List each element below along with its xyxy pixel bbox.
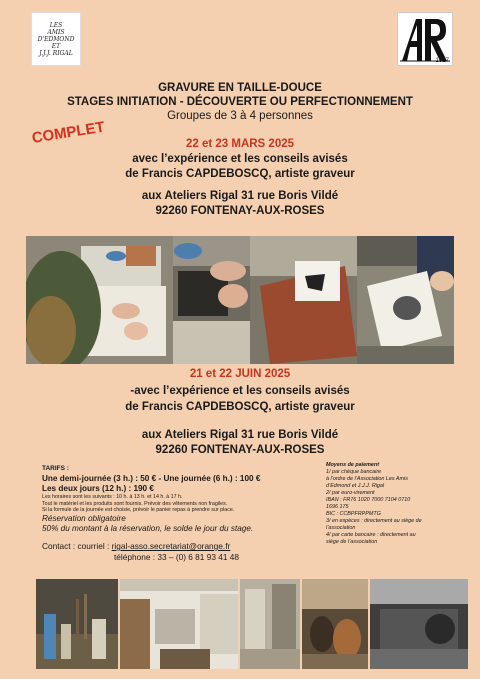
payment-line: siège de l’association: [326, 539, 378, 545]
session1-line2: de Francis CAPDEBOSCQ, artiste graveur: [125, 168, 355, 180]
photo-corridor: [240, 579, 300, 669]
payment-line: 1/ par chèque bancaire: [326, 469, 382, 475]
reservation-terms: 50% du montant à la réservation, le solde le jour du stage.: [42, 523, 254, 533]
tarifs-block: [42, 464, 312, 534]
tarifs-lunch: Si la formule de la journée est choisie, prévoir le panier repas à prendre sur place.: [42, 507, 235, 513]
session2-line2: de Francis CAPDEBOSCQ, artiste graveur: [125, 401, 355, 413]
tarifs-line1: Une demi-journée (3 h.) : 50 € - Une journée (6 h.) : 100 €: [42, 474, 261, 483]
payment-line: IBAN : FR76 1020 7000 7104 0710: [326, 497, 411, 503]
contact-label: Contact : courriel :: [42, 541, 112, 551]
session1-line1: avec l’expérience et les conseils avisés: [132, 153, 348, 165]
photo-printing-hands: [26, 236, 173, 364]
payment-line: BIC : CCBPFRPPMTG: [326, 511, 381, 517]
session2-address: aux Ateliers Rigal 31 rue Boris Vildé: [141, 429, 339, 441]
payment-line: 4/ par carte bancaire : directement au: [326, 532, 416, 538]
logo-line: LES: [49, 21, 63, 29]
tarifs-hours: Les horaires sont les suivants : 10 h. à 13 h. et 14 h. à 17 h.: [42, 494, 183, 500]
payment-line: 2/ par euro-virement: [326, 490, 375, 496]
photo-workshop-interior: [120, 579, 238, 669]
payment-title: Moyens de paiement: [326, 462, 380, 468]
payment-line: d’Edmond et J.J.J. Rigal: [326, 483, 385, 489]
photo-inking-plate: [173, 236, 250, 364]
title-line-1: GRAVURE EN TAILLE-DOUCE: [158, 82, 322, 94]
payment-line: à l’ordre de l’Association Les Amis: [326, 476, 408, 482]
complet-stamp: COMPLET: [30, 118, 106, 147]
group-size: Groupes de 3 à 4 personnes: [167, 110, 313, 122]
contact-email-link[interactable]: rigal-asso.secretariat@orange.fr: [111, 541, 231, 551]
reservation-required: Réservation obligatoire: [42, 513, 126, 523]
logo-line: AMIS: [47, 28, 65, 36]
tarifs-title: TARIFS :: [42, 465, 69, 472]
payment-line: 3/ en espèces : directement au siège de: [326, 518, 422, 524]
session2-dates: 21 et 22 JUIN 2025: [189, 368, 291, 380]
title-line-2: STAGES INITIATION - DÉCOUVERTE OU PERFECTIONNEMENT: [67, 96, 413, 108]
contact-block: [42, 541, 239, 563]
session2-city: 92260 FONTENAY-AUX-ROSES: [155, 444, 325, 456]
session1-address: aux Ateliers Rigal 31 rue Boris Vildé: [141, 190, 339, 202]
session1-city: 92260 FONTENAY-AUX-ROSES: [155, 205, 325, 217]
photo-printing-press: [370, 579, 468, 669]
logo-line: J.J.J. RIGAL: [39, 49, 73, 57]
association-logo: [31, 12, 81, 66]
session2-line1: -avec l’expérience et les conseils avisés: [130, 385, 350, 397]
photo-ink-jars: [302, 579, 368, 669]
photo-press-bed: [250, 236, 357, 364]
photo-finished-print: [357, 236, 454, 364]
workshop-photo-strip: [26, 236, 454, 364]
payment-line: l’association: [326, 525, 356, 531]
logo-line: D'EDMOND: [37, 35, 75, 43]
tarifs-materials: Tout le matériel et les produits sont fournis. Prévoir des vêtements non fragiles.: [42, 500, 228, 507]
contact-phone: téléphone : 33 – (0) 6 81 93 41 48: [114, 552, 240, 562]
logo-year: 1927: [435, 58, 449, 64]
photo-tools-shelf: [36, 579, 118, 669]
payment-block: [326, 462, 466, 546]
ateliers-logo: [397, 12, 453, 66]
session1-dates: 22 et 23 MARS 2025: [185, 138, 295, 150]
tarifs-line2: Les deux jours (12 h.) : 190 €: [42, 484, 154, 493]
logo-line: ET: [51, 42, 61, 50]
atelier-photo-strip: [36, 579, 468, 669]
payment-line: 1696 175: [326, 504, 349, 510]
